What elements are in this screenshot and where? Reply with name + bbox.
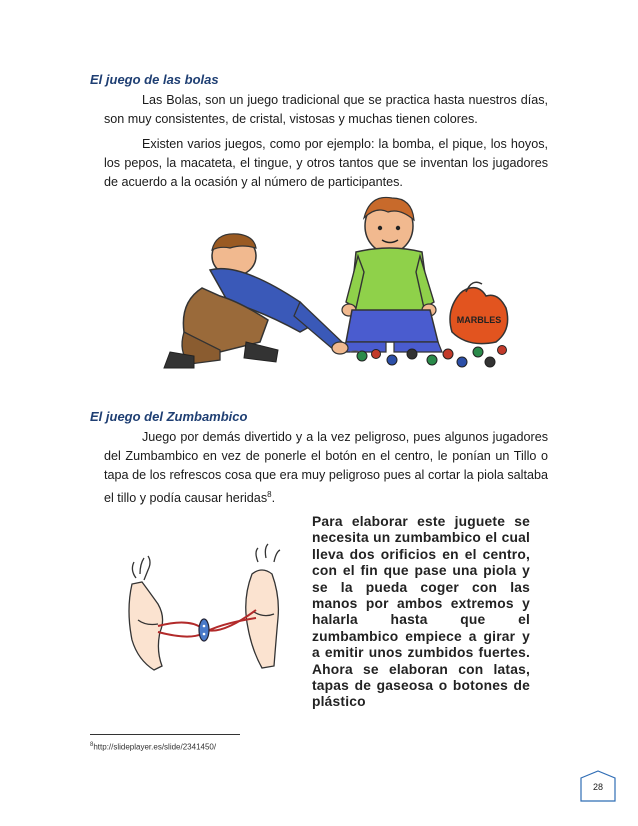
marbles-illustration	[150, 192, 520, 390]
marbles-bag	[450, 282, 508, 343]
spinning-disc	[199, 619, 209, 641]
section-heading-zumbambico: El juego del Zumbambico	[90, 409, 248, 424]
left-hand	[129, 556, 163, 670]
right-hand	[246, 544, 280, 668]
paragraph-zumbambico-text: Juego por demás divertido y a la vez peligroso, pues algunos jugadores del Zumbambico en vez de ponerle el botón en el centro, le ponían un Tillo o tapa de los refrescos cosa que era muy peligroso pues al cortar la piola saltaba el tillo y podía causar heridas	[104, 430, 548, 506]
footnote	[90, 742, 216, 752]
section-heading-bolas: El juego de las bolas	[90, 72, 219, 87]
kneeling-boy-figure	[342, 197, 442, 352]
footnote-text: http://slideplayer.es/slide/2341450/	[93, 742, 217, 752]
footnote-reference: 8	[267, 490, 272, 499]
footnote-separator	[90, 734, 240, 735]
page-number-badge	[580, 770, 616, 802]
footnote-number: 8	[90, 742, 94, 748]
zumbambico-caption: Para elaborar este juguete se necesita un zumbambico el cual lleva dos orificios en el centro, con el fin que pase una piola y se la pueda coger con las manos por ambos extremos y halarla hasta que el zumbambico empiece a girar y a emitir unos zumbidos fuertes. Ahora se elaboran con latas, tapas de gaseosa o botones de plástico	[312, 514, 530, 710]
paragraph-zumbambico-end: .	[271, 491, 276, 506]
page-number: 28	[592, 782, 603, 792]
crouching-man-figure	[164, 234, 348, 368]
zumbambico-illustration	[118, 540, 296, 690]
bag-label: MARBLES	[456, 315, 502, 325]
paragraph-bolas-1: Las Bolas, son un juego tradicional que se practica hasta nuestros días, son muy consistentes, de cristal, vistosas y muchas tienen colores.	[104, 93, 548, 126]
paragraph-bolas-2: Existen varios juegos, como por ejemplo: la bomba, el pique, los hoyos, los pepos, la macateta, el tingue, y otros tantos que se inventan los jugadores de acuerdo a la ocasión y al número de participantes.	[104, 137, 548, 189]
paragraph-zumbambico	[104, 428, 548, 508]
